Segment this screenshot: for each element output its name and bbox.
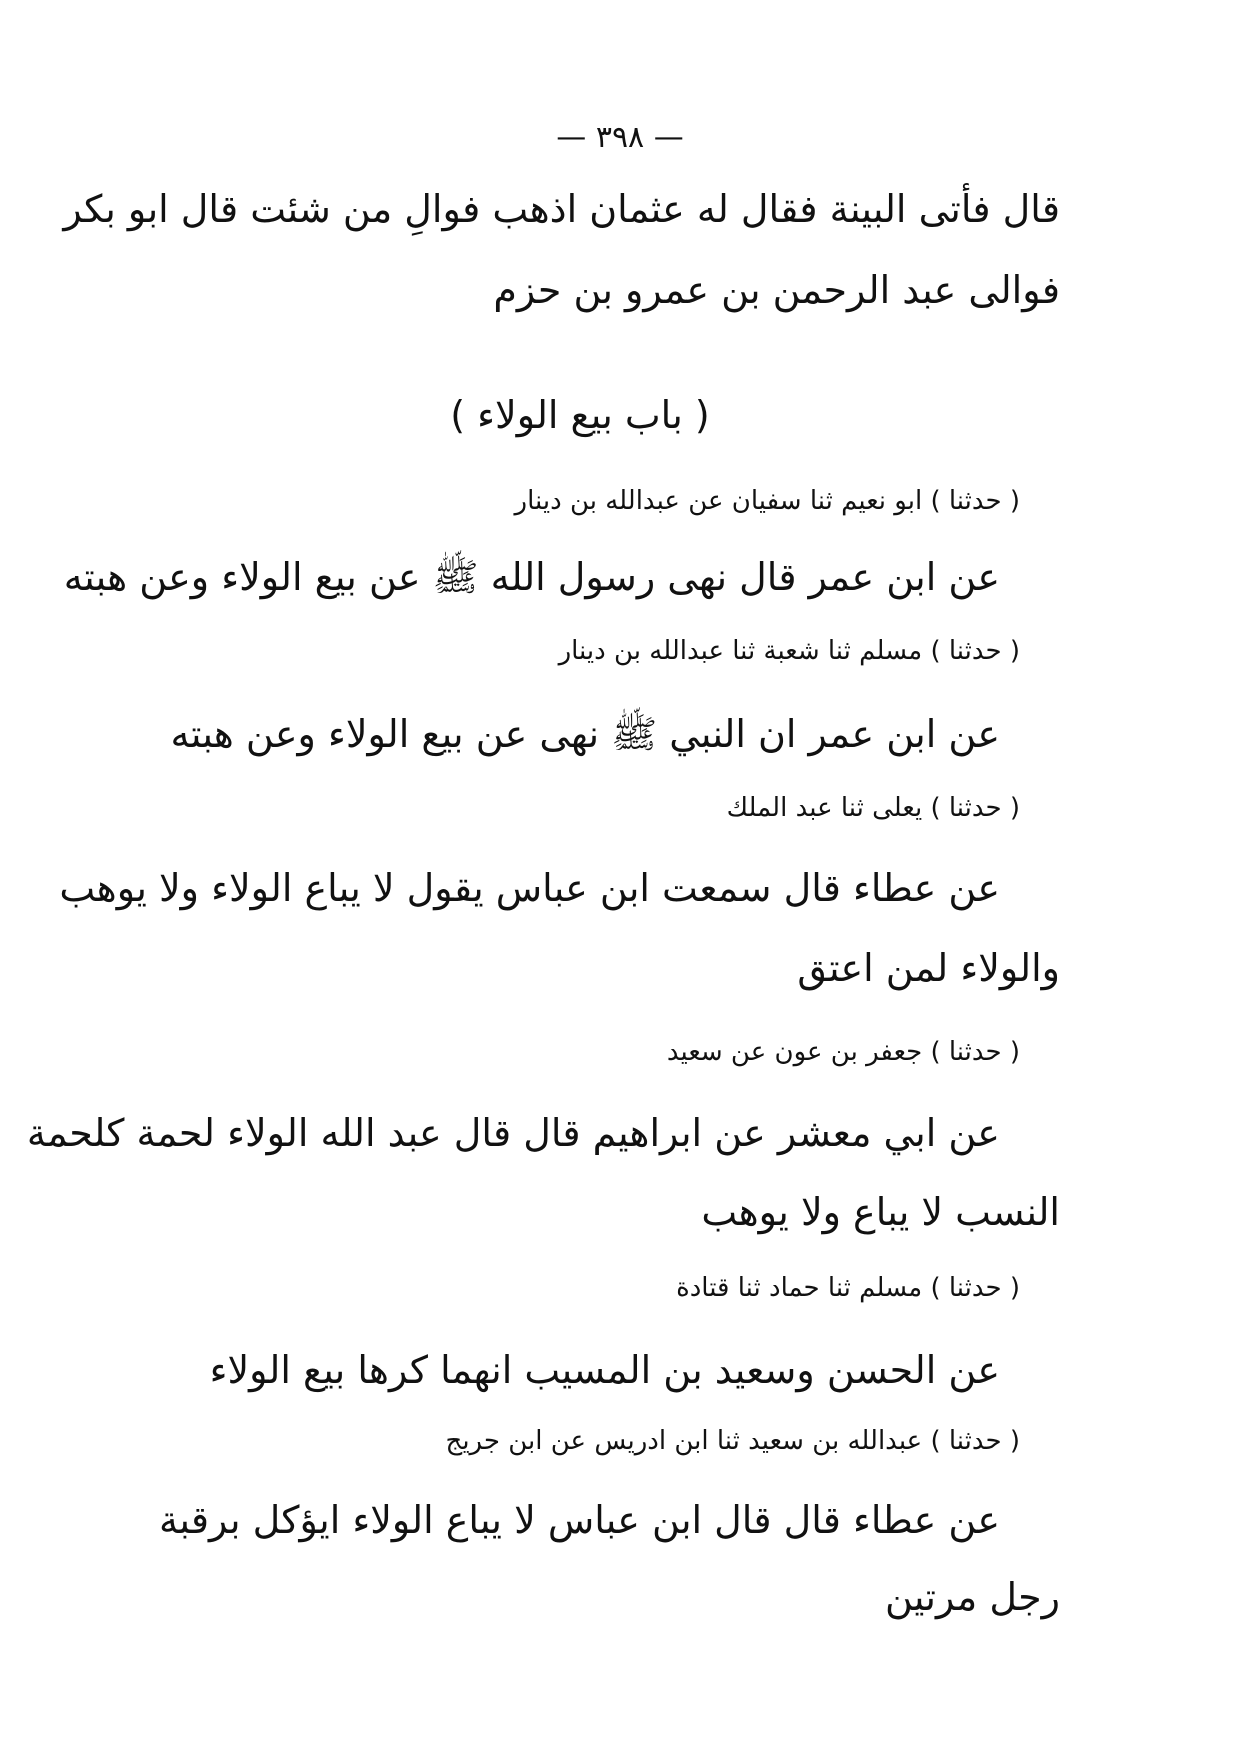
text-line-10: عن عطاء قال قال ابن عباس لا يباع الولاء ايؤكل برقبة xyxy=(158,1498,1000,1542)
text-line-6: والولاء لمن اعتق xyxy=(797,946,1060,990)
text-line-1: قال فأتى البينة فقال له عثمان اذهب فوالِ من شئت قال ابو بكر xyxy=(63,187,1060,231)
text-line-5: عن عطاء قال سمعت ابن عباس يقول لا يباع الولاء ولا يوهب xyxy=(59,866,1000,910)
text-line-2: فوالى عبد الرحمن بن عمرو بن حزم xyxy=(493,268,1060,312)
text-line-7: عن ابي معشر عن ابراهيم قال قال عبد الله الولاء لحمة كلحمة xyxy=(26,1111,1000,1155)
text-line-11: رجل مرتين xyxy=(885,1575,1060,1619)
isnad-line-1: ( حدثنا ) ابو نعيم ثنا سفيان عن عبدالله بن دينار xyxy=(514,486,1020,516)
section-heading: ( باب بيع الولاء ) xyxy=(450,393,710,437)
text-line-3: عن ابن عمر قال نهى رسول الله ﷺ عن بيع الولاء وعن هبته xyxy=(63,555,1000,599)
page-number: — ٣٩٨ — xyxy=(556,120,684,155)
isnad-line-4: ( حدثنا ) جعفر بن عون عن سعيد xyxy=(666,1037,1020,1067)
isnad-line-2: ( حدثنا ) مسلم ثنا شعبة ثنا عبدالله بن دينار xyxy=(558,636,1020,666)
isnad-line-3: ( حدثنا ) يعلى ثنا عبد الملك xyxy=(726,793,1020,823)
isnad-line-5: ( حدثنا ) مسلم ثنا حماد ثنا قتادة xyxy=(676,1273,1020,1303)
text-line-8: النسب لا يباع ولا يوهب xyxy=(701,1190,1060,1234)
text-line-9: عن الحسن وسعيد بن المسيب انهما كرها بيع الولاء xyxy=(209,1348,1000,1392)
isnad-line-6: ( حدثنا ) عبدالله بن سعيد ثنا ابن ادريس عن ابن جريج xyxy=(445,1426,1020,1456)
text-line-4: عن ابن عمر ان النبي ﷺ نهى عن بيع الولاء وعن هبته xyxy=(170,712,1000,756)
